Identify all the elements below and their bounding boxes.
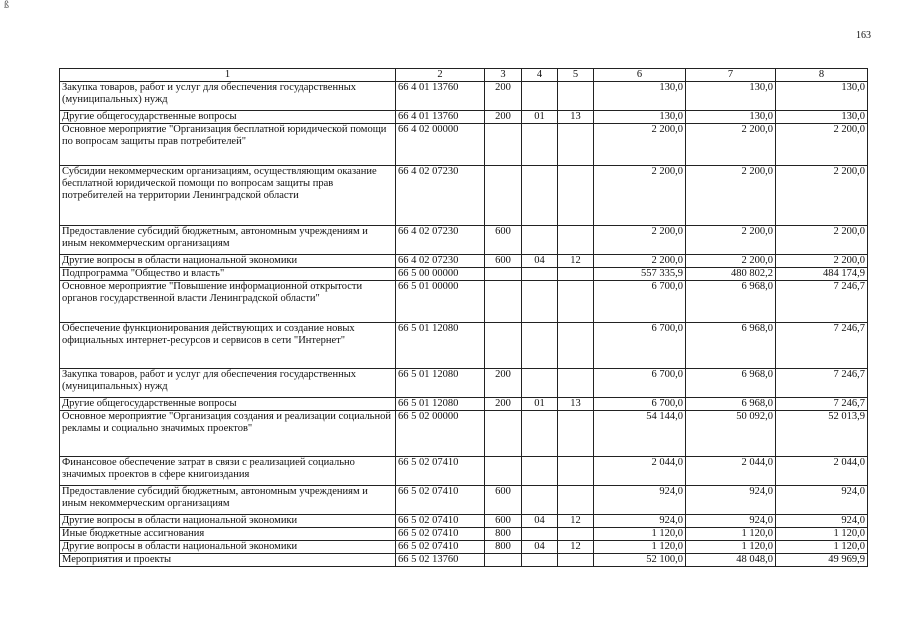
row-value-col7: 48 048,0: [686, 554, 776, 567]
row-col5: [558, 124, 594, 166]
column-header: 7: [686, 69, 776, 82]
header-row: [60, 69, 868, 82]
table-row: [60, 486, 868, 515]
table-row: [60, 541, 868, 554]
table-row: [60, 111, 868, 124]
row-col4: [522, 166, 558, 226]
row-code: 66 5 02 13760: [396, 554, 485, 567]
row-name: Основное мероприятие "Организация бесплатной юридической помощи по вопросам защиты прав потребителей": [60, 124, 396, 166]
row-name: Подпрограмма "Общество и власть": [60, 268, 396, 281]
row-col3: [485, 411, 522, 457]
row-name: Основное мероприятие "Организация создания и реализации социальной рекламы и социально значимых проектов": [60, 411, 396, 457]
table-row: [60, 166, 868, 226]
column-header: 3: [485, 69, 522, 82]
row-col4: [522, 268, 558, 281]
row-col3: 200: [485, 111, 522, 124]
row-col5: 12: [558, 255, 594, 268]
row-value-col6: 2 200,0: [594, 255, 686, 268]
row-value-col7: 924,0: [686, 515, 776, 528]
row-col5: 12: [558, 515, 594, 528]
row-value-col6: 1 120,0: [594, 528, 686, 541]
row-value-col8: 7 246,7: [776, 369, 868, 398]
row-name: Обеспечение функционирования действующих и создание новых официальных интернет-ресурсов и сервисов в сети "Интернет": [60, 323, 396, 369]
row-col4: [522, 124, 558, 166]
row-code: 66 4 02 07230: [396, 226, 485, 255]
row-col5: [558, 411, 594, 457]
row-col3: [485, 124, 522, 166]
row-name: Другие вопросы в области национальной экономики: [60, 515, 396, 528]
row-value-col6: 130,0: [594, 111, 686, 124]
row-col3: [485, 323, 522, 369]
row-value-col6: 924,0: [594, 515, 686, 528]
row-value-col8: 7 246,7: [776, 323, 868, 369]
row-value-col7: 50 092,0: [686, 411, 776, 457]
row-name: Другие общегосударственные вопросы: [60, 398, 396, 411]
row-code: 66 5 02 07410: [396, 486, 485, 515]
table-row: [60, 369, 868, 398]
row-value-col8: 49 969,9: [776, 554, 868, 567]
row-value-col7: 6 968,0: [686, 281, 776, 323]
row-name: Мероприятия и проекты: [60, 554, 396, 567]
row-col4: [522, 281, 558, 323]
row-col4: [522, 457, 558, 486]
row-col5: [558, 369, 594, 398]
row-name: Субсидии некоммерческим организациям, осуществляющим оказание бесплатной юридической помощи по вопросам защиты прав потребителей на территории Ленинградской области: [60, 166, 396, 226]
row-name: Другие вопросы в области национальной экономики: [60, 541, 396, 554]
table-row: [60, 457, 868, 486]
row-col3: 600: [485, 255, 522, 268]
row-col4: [522, 411, 558, 457]
row-value-col8: 2 200,0: [776, 226, 868, 255]
row-name: Закупка товаров, работ и услуг для обеспечения государственных (муниципальных) нужд: [60, 82, 396, 111]
column-header: 1: [60, 69, 396, 82]
row-col3: 600: [485, 226, 522, 255]
table-row: [60, 281, 868, 323]
row-col4: [522, 528, 558, 541]
row-col4: 04: [522, 541, 558, 554]
row-value-col8: 1 120,0: [776, 528, 868, 541]
row-value-col6: 6 700,0: [594, 369, 686, 398]
page-number: 163: [856, 30, 871, 41]
row-code: 66 5 02 07410: [396, 457, 485, 486]
table-row: [60, 398, 868, 411]
column-header: 6: [594, 69, 686, 82]
row-value-col7: 1 120,0: [686, 528, 776, 541]
table-body: [60, 82, 868, 567]
row-col3: 200: [485, 82, 522, 111]
row-name: Другие общегосударственные вопросы: [60, 111, 396, 124]
table-row: [60, 268, 868, 281]
table-row: [60, 82, 868, 111]
column-header: 8: [776, 69, 868, 82]
row-code: 66 4 02 07230: [396, 255, 485, 268]
row-col4: 01: [522, 398, 558, 411]
row-col4: 04: [522, 515, 558, 528]
row-col5: [558, 281, 594, 323]
row-value-col7: 6 968,0: [686, 398, 776, 411]
row-value-col6: 52 100,0: [594, 554, 686, 567]
row-code: 66 4 01 13760: [396, 82, 485, 111]
row-value-col6: 6 700,0: [594, 281, 686, 323]
row-col5: [558, 486, 594, 515]
row-col3: 600: [485, 486, 522, 515]
row-value-col6: 6 700,0: [594, 323, 686, 369]
row-value-col8: 130,0: [776, 82, 868, 111]
row-value-col8: 924,0: [776, 515, 868, 528]
row-col3: [485, 457, 522, 486]
row-value-col6: 6 700,0: [594, 398, 686, 411]
row-col5: [558, 554, 594, 567]
column-header: 5: [558, 69, 594, 82]
table-row: [60, 554, 868, 567]
row-value-col8: 7 246,7: [776, 281, 868, 323]
row-value-col8: 484 174,9: [776, 268, 868, 281]
row-value-col8: 130,0: [776, 111, 868, 124]
row-code: 66 5 02 07410: [396, 528, 485, 541]
row-value-col7: 130,0: [686, 111, 776, 124]
row-col4: [522, 486, 558, 515]
row-value-col6: 54 144,0: [594, 411, 686, 457]
row-value-col8: 924,0: [776, 486, 868, 515]
row-name: Финансовое обеспечение затрат в связи с реализацией социально значимых проектов в сфере книгоиздания: [60, 457, 396, 486]
table-row: [60, 411, 868, 457]
table-row: [60, 255, 868, 268]
row-value-col7: 924,0: [686, 486, 776, 515]
row-col4: [522, 554, 558, 567]
row-value-col8: 2 044,0: [776, 457, 868, 486]
row-col3: 600: [485, 515, 522, 528]
corner-mark: ß: [4, 0, 9, 11]
budget-table: [59, 68, 868, 567]
row-name: Основное мероприятие "Повышение информационной открытости органов государственной власти Ленинградской области": [60, 281, 396, 323]
row-col4: [522, 82, 558, 111]
row-value-col6: 2 200,0: [594, 226, 686, 255]
table-row: [60, 323, 868, 369]
row-code: 66 5 02 07410: [396, 541, 485, 554]
row-code: 66 5 02 07410: [396, 515, 485, 528]
row-value-col8: 7 246,7: [776, 398, 868, 411]
row-code: 66 4 01 13760: [396, 111, 485, 124]
row-col5: 13: [558, 398, 594, 411]
row-code: 66 5 00 00000: [396, 268, 485, 281]
row-code: 66 5 01 12080: [396, 323, 485, 369]
row-value-col6: 2 200,0: [594, 166, 686, 226]
row-value-col6: 2 044,0: [594, 457, 686, 486]
row-col5: [558, 166, 594, 226]
row-col3: 800: [485, 541, 522, 554]
row-name: Предоставление субсидий бюджетным, автономным учреждениям и иным некоммерческим организациям: [60, 226, 396, 255]
row-name: Предоставление субсидий бюджетным, автономным учреждениям и иным некоммерческим организациям: [60, 486, 396, 515]
row-col5: [558, 457, 594, 486]
row-col3: 200: [485, 398, 522, 411]
row-value-col8: 1 120,0: [776, 541, 868, 554]
row-value-col7: 480 802,2: [686, 268, 776, 281]
row-value-col7: 2 200,0: [686, 255, 776, 268]
table-row: [60, 528, 868, 541]
row-value-col6: 1 120,0: [594, 541, 686, 554]
table-row: [60, 124, 868, 166]
row-col4: [522, 323, 558, 369]
row-value-col8: 2 200,0: [776, 166, 868, 226]
row-value-col7: 2 044,0: [686, 457, 776, 486]
row-col4: 01: [522, 111, 558, 124]
row-value-col7: 2 200,0: [686, 124, 776, 166]
row-code: 66 4 02 07230: [396, 166, 485, 226]
row-col3: [485, 554, 522, 567]
row-value-col6: 924,0: [594, 486, 686, 515]
row-col5: [558, 268, 594, 281]
row-code: 66 5 01 00000: [396, 281, 485, 323]
row-col5: [558, 226, 594, 255]
row-value-col7: 2 200,0: [686, 166, 776, 226]
row-col5: [558, 323, 594, 369]
row-value-col7: 2 200,0: [686, 226, 776, 255]
row-col5: [558, 82, 594, 111]
row-value-col6: 557 335,9: [594, 268, 686, 281]
row-name: Закупка товаров, работ и услуг для обеспечения государственных (муниципальных) нужд: [60, 369, 396, 398]
row-code: 66 5 01 12080: [396, 398, 485, 411]
row-col3: [485, 166, 522, 226]
row-name: Другие вопросы в области национальной экономики: [60, 255, 396, 268]
row-name: Иные бюджетные ассигнования: [60, 528, 396, 541]
row-value-col7: 6 968,0: [686, 323, 776, 369]
row-col3: 800: [485, 528, 522, 541]
row-col5: [558, 528, 594, 541]
row-col3: [485, 281, 522, 323]
column-header: 4: [522, 69, 558, 82]
row-col5: 12: [558, 541, 594, 554]
row-code: 66 4 02 00000: [396, 124, 485, 166]
row-col4: [522, 226, 558, 255]
row-value-col7: 130,0: [686, 82, 776, 111]
row-col4: 04: [522, 255, 558, 268]
row-col4: [522, 369, 558, 398]
row-value-col8: 2 200,0: [776, 124, 868, 166]
row-code: 66 5 01 12080: [396, 369, 485, 398]
row-col3: 200: [485, 369, 522, 398]
table-row: [60, 226, 868, 255]
row-col5: 13: [558, 111, 594, 124]
row-value-col7: 1 120,0: [686, 541, 776, 554]
row-code: 66 5 02 00000: [396, 411, 485, 457]
table-row: [60, 515, 868, 528]
row-value-col7: 6 968,0: [686, 369, 776, 398]
column-header: 2: [396, 69, 485, 82]
row-value-col8: 2 200,0: [776, 255, 868, 268]
row-value-col8: 52 013,9: [776, 411, 868, 457]
row-value-col6: 130,0: [594, 82, 686, 111]
row-value-col6: 2 200,0: [594, 124, 686, 166]
row-col3: [485, 268, 522, 281]
